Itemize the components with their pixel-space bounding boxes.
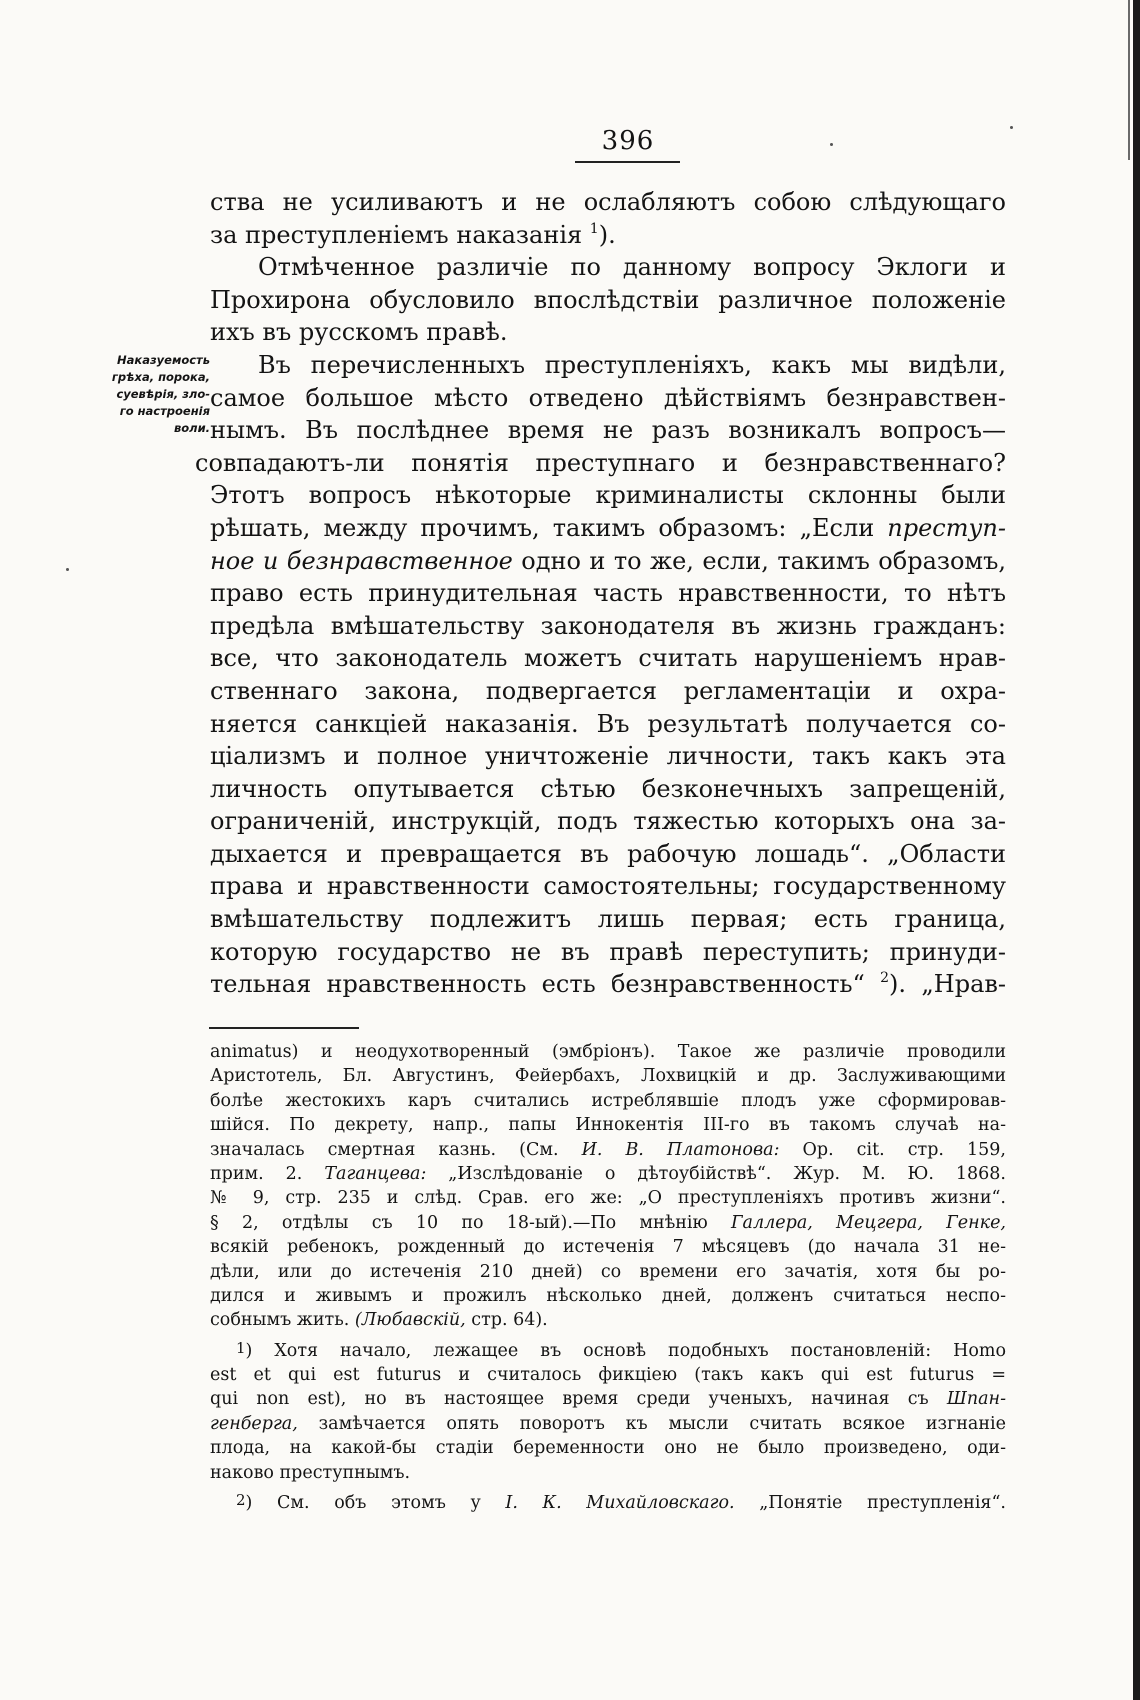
author-name: И. В. Платонова: [581, 1139, 780, 1160]
scan-speck [830, 143, 833, 146]
footnote-part: § 2, отдѣлы съ 10 по 18-ый).—По мнѣнію [210, 1212, 731, 1233]
text-line: Этотъ вопросъ нѣкоторые криминалисты склонны были [210, 481, 1006, 510]
author-name: Таганцева: [324, 1163, 427, 1184]
text-line: дыхается и превращается въ рабочую лошадь“. „Области [210, 839, 1006, 868]
footnote-line: шійся. По декрету, напр., папы Иннокентія III-го въ такомъ случаѣ на- [210, 1115, 1006, 1136]
text-line: право есть принудительная часть нравственности, то нѣтъ [210, 579, 1006, 608]
footnote-part: „Понятіе преступленія“. [734, 1493, 1006, 1514]
text-line: вмѣшательству подлежитъ лишь первая; есть граница, [210, 905, 1006, 934]
footnote-ref: 2 [880, 970, 890, 987]
scan-edge-bar [1133, 0, 1140, 1700]
text-line: которую государство не въ правѣ переступить; принуди- [210, 937, 1006, 966]
page-number: 396 [601, 126, 655, 156]
text-line [210, 968, 1006, 1001]
footnote-part: замѣчается опять поворотъ къ мысли считать всякое изгнаніе [297, 1413, 1006, 1434]
footnote-line [210, 1211, 1006, 1235]
footnote-line: всякій ребенокъ, рожденный до истеченія 7 мѣсяцевъ (до начала 31 не- [210, 1237, 1006, 1258]
text-line: Прохирона обусловило впослѣдствіи различное положеніе [210, 285, 1006, 314]
italic-phrase: преступ- [887, 513, 1006, 542]
footnote-line: болѣе жестокихъ каръ считались истреблявшіе плодъ уже сформировав- [210, 1090, 1006, 1111]
text-line: ихъ въ русскомъ правѣ. [210, 318, 508, 347]
text-line: самое большое мѣсто отведено дѣйствіямъ безнравствен- [210, 383, 1006, 412]
text-line: личность опутывается сѣтью безконечныхъ запрещеній, [210, 774, 1006, 803]
text-line: предѣла вмѣшательству законодателя въ жизнь гражданъ: [210, 611, 1006, 640]
page-number-rule [575, 161, 680, 163]
text-line: ограниченій, инструкцій, подъ тяжестью которыхъ она за- [210, 807, 1006, 836]
footnote-line: наково преступнымъ. [210, 1462, 411, 1483]
text-line-part: ). „Нрав- [889, 970, 1006, 999]
text-line: Отмѣченное различіе по данному вопросу Эклоги и [258, 253, 1006, 282]
author-name: Шпан- [946, 1389, 1006, 1410]
text-line-part: за преступленіемъ наказанія [210, 220, 583, 249]
author-name: Галлера, Мецгера, Генке, [730, 1212, 1006, 1233]
scan-speck [66, 568, 69, 571]
footnote-part: прим. 2. [210, 1163, 325, 1184]
footnote-line: плода, на какой-бы стадіи беременности оно не было произведено, оди- [210, 1438, 1006, 1459]
margin-note-line: воли. [173, 421, 210, 435]
author-name: (Любавскій, [354, 1310, 466, 1331]
text-line: все, что законодатель можетъ считать нарушеніемъ нрав- [210, 644, 1006, 673]
text-line: ства не усиливаютъ и не ослабляютъ собою слѣдующаго [210, 188, 1006, 216]
footnote-line: animatus) и неодухотворенный (эмбріонъ). Такое же различіе проводили [210, 1042, 1006, 1062]
author-name: генберга, [210, 1413, 298, 1434]
footnote-line: дился и живымъ и прожилъ нѣсколько дней, долженъ считаться неспо- [210, 1285, 1006, 1306]
footnote-line: est et qui est futurus и считалось фикціею (такъ какъ qui est futurus = [210, 1365, 1006, 1386]
margin-note [82, 352, 210, 437]
footnote-line: дѣли, или до истеченія 210 дней) со времени его зачатія, хотя бы ро- [210, 1261, 1006, 1282]
footnote-line [210, 1308, 1006, 1332]
footnote-part: стр. 64). [465, 1310, 548, 1331]
text-line: ціализмъ и полное уничтоженіе личности, такъ какъ эта [210, 742, 1006, 771]
footnote-line [210, 1162, 1006, 1186]
footnote-part: ) См. объ этомъ у [245, 1493, 506, 1514]
footnote-part: ) Хотя начало, лежащее въ основѣ подобныхъ постановленій: Homo [245, 1340, 1006, 1361]
margin-note-line: суевѣрія, зло- [116, 387, 210, 401]
footnote-part: собнымъ жить. [210, 1310, 355, 1331]
text-line: Въ перечисленныхъ преступленіяхъ, какъ мы видѣли, [258, 350, 1006, 379]
text-line: нымъ. Въ послѣднее время не разъ возникалъ вопросъ— [210, 416, 1006, 445]
footnote-part: qui non est), но въ настоящее время среди ученыхъ, начиная съ [210, 1389, 947, 1410]
author-name: І. К. Михайловскаго. [505, 1493, 735, 1514]
footnote-line [210, 1412, 1006, 1436]
text-line [210, 219, 1006, 252]
footnote-ref: 1 [589, 220, 599, 237]
text-line-part: тельная нравственность есть безнравственность“ [210, 970, 881, 999]
main-text [195, 186, 1006, 1001]
margin-note-line: грѣха, порока, [111, 370, 210, 384]
margin-note-line: го настроенія [119, 404, 210, 418]
footnote-line [210, 1387, 1006, 1411]
footnote-rule [209, 1027, 359, 1029]
footnote-part: „Изслѣдованіе о дѣтоубійствѣ“. Жур. М. Ю. 1868. [426, 1163, 1006, 1184]
italic-phrase: ное и безнравственное [210, 546, 513, 575]
footnotes [210, 1040, 1006, 1515]
text-line [210, 512, 1006, 545]
footnote-part: значалась смертная казнь. (См. [210, 1139, 582, 1160]
scan-edge-mark [1128, 0, 1130, 160]
text-line [210, 545, 1006, 578]
footnote-line: № 9, стр. 235 и слѣд. Срав. его же: „О преступленіяхъ противъ жизни“. [210, 1188, 1006, 1209]
footnote-mark: 1 [236, 1338, 246, 1357]
text-line: права и нравственности самостоятельны; государственному [210, 872, 1006, 901]
text-line-part: ). [598, 220, 616, 249]
text-line-part: рѣшать, между прочимъ, такимъ образомъ: „Если [210, 513, 888, 542]
footnote-part: Op. cit. стр. 159, [779, 1139, 1006, 1160]
text-line: няется санкціей наказанія. Въ результатѣ получается со- [210, 709, 1006, 738]
text-line: ственнаго закона, подвергается регламентаціи и охра- [210, 676, 1006, 705]
footnote-line [210, 1339, 1006, 1363]
footnote-line [210, 1138, 1006, 1162]
footnote-line: Аристотель, Бл. Августинъ, Фейербахъ, Лохвицкій и др. Заслуживающими [210, 1066, 1006, 1087]
footnote-line [210, 1491, 1006, 1515]
text-line: совпадаютъ-ли понятія преступнаго и безнравственнаго? [195, 448, 1006, 477]
margin-note-line: Наказуемость [117, 353, 210, 367]
scan-speck [1010, 126, 1013, 129]
text-line-part: одно и то же, если, такимъ образомъ, [512, 546, 1006, 575]
footnote-mark: 2 [236, 1491, 246, 1510]
